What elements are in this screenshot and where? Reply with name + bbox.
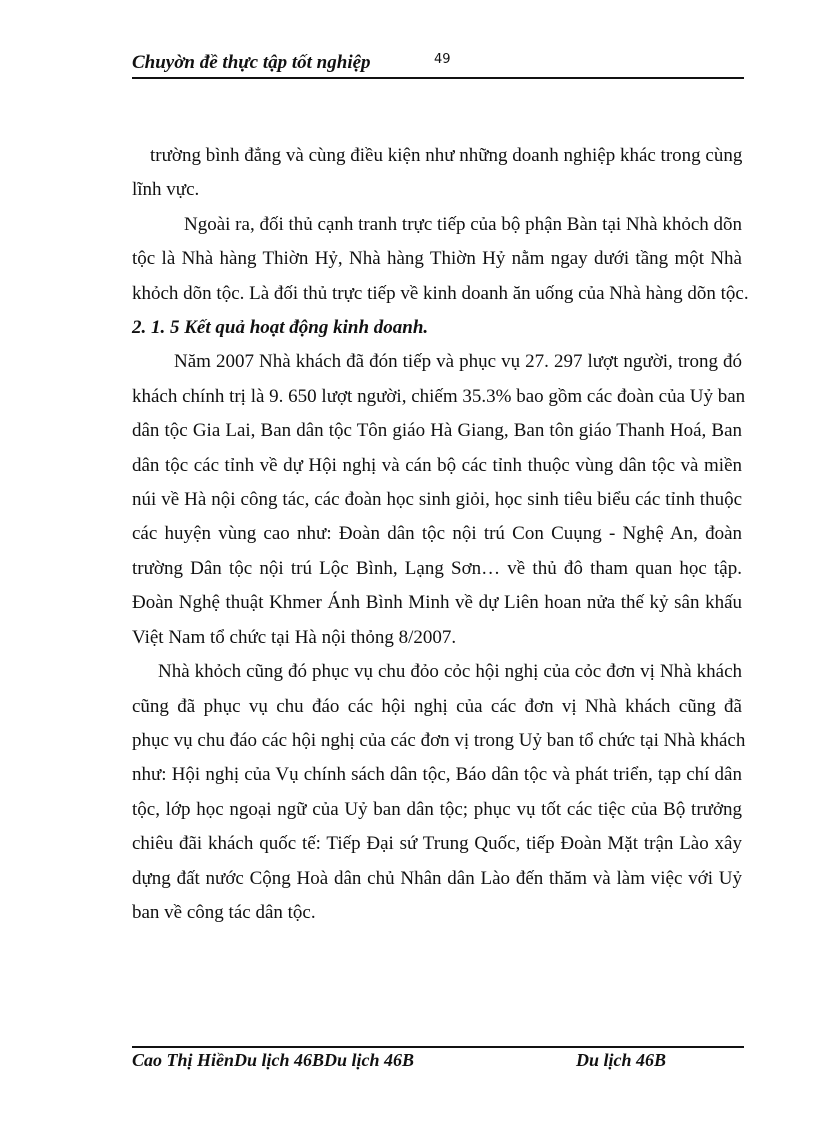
text-line: Năm 2007 Nhà khách đã đón tiếp và phục vụ 27. 297 lượt người, trong đó [174,351,742,373]
text-line: khỏch dõn tộc. Là đối thủ trực tiếp về kinh doanh ăn uống của Nhà hàng dõn tộc. [132,282,749,304]
text-line: cũng đã phục vụ chu đáo các hội nghị của các đơn vị Nhà khách cũng đã [132,695,742,717]
text-line: dân tộc Gia Lai, Ban dân tộc Tôn giáo Hà Giang, Ban tôn giáo Thanh Hoá, Ban [132,420,742,442]
text-line: trường Dân tộc nội trú Lộc Bình, Lạng Sơn… về thủ đô tham quan học tập. [132,557,742,579]
page-number: 49 [434,52,451,67]
document-body [132,139,749,930]
paragraph-1 [132,139,742,208]
text-line: lĩnh vực. [132,179,200,201]
paragraph-3 [132,345,746,655]
footer-rule [132,1046,744,1048]
text-line: như: Hội nghị của Vụ chính sách dân tộc, Báo dân tộc và phát triển, tạp chí dân [132,764,742,786]
text-line: núi về Hà nội công tác, các đoàn học sinh giỏi, học sinh tiêu biểu các tỉnh thuộc [132,489,742,511]
text-line: khách chính trị là 9. 650 lượt người, chiếm 35.3% bao gồm các đoàn của Uỷ ban [132,385,746,407]
text-line: dựng đất nước Cộng Hoà dân chủ Nhân dân Lào đến thăm và làm việc với Uỷ [132,867,742,889]
text-line: Ngoài ra, đối thủ cạnh tranh trực tiếp của bộ phận Bàn tại Nhà khỏch dõn [184,213,742,235]
text-line: Việt Nam tổ chức tại Hà nội thỏng 8/2007. [132,626,457,648]
header-rule [132,77,744,79]
section-heading: 2. 1. 5 Kết quả hoạt động kinh doanh. [132,317,429,339]
text-line: chiêu đãi khách quốc tế: Tiếp Đại sứ Trung Quốc, tiếp Đoàn Mặt trận Lào xây [132,833,742,855]
text-line: dân tộc các tỉnh về dự Hội nghị và cán bộ các tỉnh thuộc vùng dân tộc và miền [132,454,742,476]
header-title: Chuyờn đề thực tập tốt nghiệp [132,52,371,73]
paragraph-2 [132,208,749,311]
text-line: Đoàn Nghệ thuật Khmer Ánh Bình Minh về dự Liên hoan nửa thế kỷ sân khấu [132,592,742,614]
text-line: Nhà khỏch cũng đó phục vụ chu đỏo cỏc hội nghị của cỏc đơn vị Nhà khách [158,661,742,683]
text-line: tộc là Nhà hàng Thiờn Hỷ, Nhà hàng Thiờn Hỷ nằm ngay dưới tầng một Nhà [132,248,742,270]
text-line: tộc, lớp học ngoại ngữ của Uỷ ban dân tộc; phục vụ tốt các tiệc của Bộ trưởng [132,798,742,820]
page-header [132,50,744,78]
page-footer [132,1050,744,1078]
text-line: phục vụ chu đáo các hội nghị của các đơn vị trong Uỷ ban tổ chức tại Nhà khách [132,729,746,751]
text-line: trường bình đẳng và cùng điều kiện như những doanh nghiệp khác trong cùng [150,145,743,166]
footer-class: Du lịch 46B [576,1050,667,1070]
footer-author: Cao Thị HiềnDu lịch 46BDu lịch 46B [132,1050,415,1070]
text-line: các huyện vùng cao như: Đoàn dân tộc nội trú Con Cuụng - Nghệ An, đoàn [132,523,742,545]
text-line: ban về công tác dân tộc. [132,901,316,923]
paragraph-4 [132,655,746,930]
